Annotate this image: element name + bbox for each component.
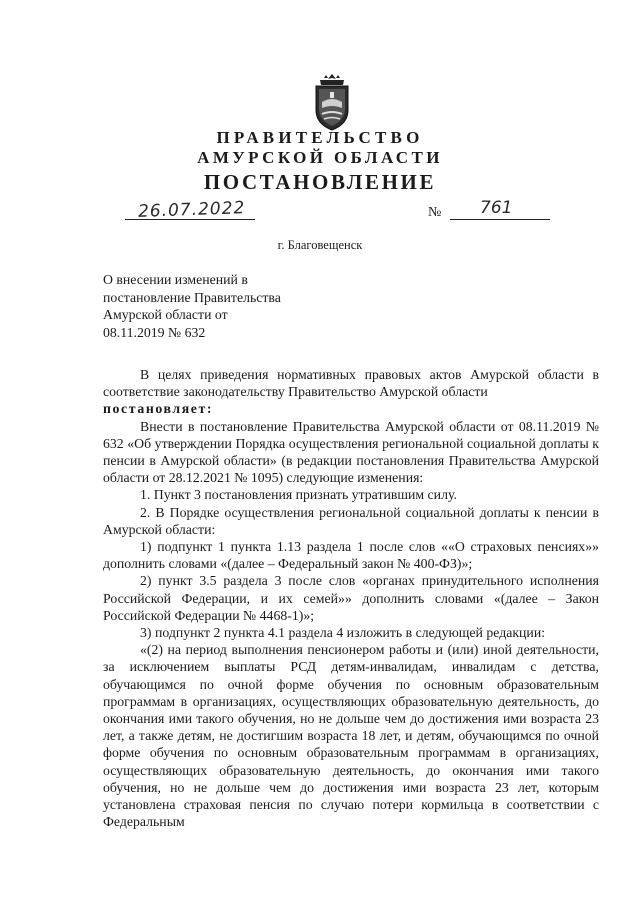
decree-word: постановляет: xyxy=(103,401,214,417)
number-underline xyxy=(450,219,550,220)
document-title: ПОСТАНОВЛЕНИЕ xyxy=(203,170,437,194)
document-subject xyxy=(103,271,281,341)
subject-line: О внесении изменений в xyxy=(103,272,248,287)
subitem-1-paragraph: 1) подпункт 1 пункта 1.13 раздела 1 после слов ««О страховых пенсиях»» дополнить словами «(далее – Федеральный закон № 400-ФЗ)»; xyxy=(103,539,599,572)
preamble-paragraph: В целях приведения нормативных правовых актов Амурской области в соответствие законодательству Правительство Амурской области xyxy=(103,367,599,400)
document-body xyxy=(103,366,599,830)
subject-line: 08.11.2019 № 632 xyxy=(103,324,206,340)
item-2-paragraph: 2. В Порядке осуществления региональной социальной доплаты к пенсии в Амурской области: xyxy=(103,504,599,537)
document-date: 26.07.2022 xyxy=(137,198,246,222)
subject-line: Амурской области от xyxy=(103,307,228,322)
item-1-paragraph: 1. Пункт 3 постановления признать утратившим силу. xyxy=(140,487,457,503)
date-underline xyxy=(125,219,255,220)
government-name-line2: АМУРСКОЙ ОБЛАСТИ xyxy=(197,148,443,167)
main-paragraph: Внести в постановление Правительства Амурской области от 08.11.2019 № 632 «Об утверждении Порядка осуществления региональной социальной доплаты к пенсии в Амурской области» (в редакции постановления Правительства Амурской области от 28.12.2021 № 1095) следующие изменения: xyxy=(103,418,599,486)
subject-line: постановление Правительства xyxy=(103,289,281,305)
coat-of-arms-emblem xyxy=(310,72,354,132)
document-number: 761 xyxy=(480,198,513,218)
government-name-line1: ПРАВИТЕЛЬСТВО xyxy=(216,128,424,147)
city-name: г. Благовещенск xyxy=(277,238,363,252)
new-wording-paragraph: «(2) на период выполнения пенсионером работы и (или) иной деятельности, за исключением выплаты РСД детям-инвалидам, инвалидам с детства, обучающимся по очной форме обучения по основным образовательным программам в организациях, осуществляющих образовательную деятельность, до окончания ими такого обучения, но не дольше чем до достижения ими возраста 23 лет, а также детям, не достигшим возраста 18 лет, и детям, обучающимся по очной форме обучения по основным образовательным программам в организациях, осуществляющих образовательную деятельность, до окончания ими такого обучения, но не дольше чем до достижения ими возраста 23 лет, которым установлена страховая пенсия по случаю потери кормильца в соответствии с Федеральным xyxy=(103,642,599,830)
subitem-3-paragraph: 3) подпункт 2 пункта 4.1 раздела 4 изложить в следующей редакции: xyxy=(140,625,546,641)
subitem-2-paragraph: 2) пункт 3.5 раздела 3 после слов «органах принудительного исполнения Российской Федерации, и их семей»» дополнить словами «(далее – Закон Российской Федерации № 4468-1)»; xyxy=(103,573,599,623)
number-label: № xyxy=(428,205,442,220)
